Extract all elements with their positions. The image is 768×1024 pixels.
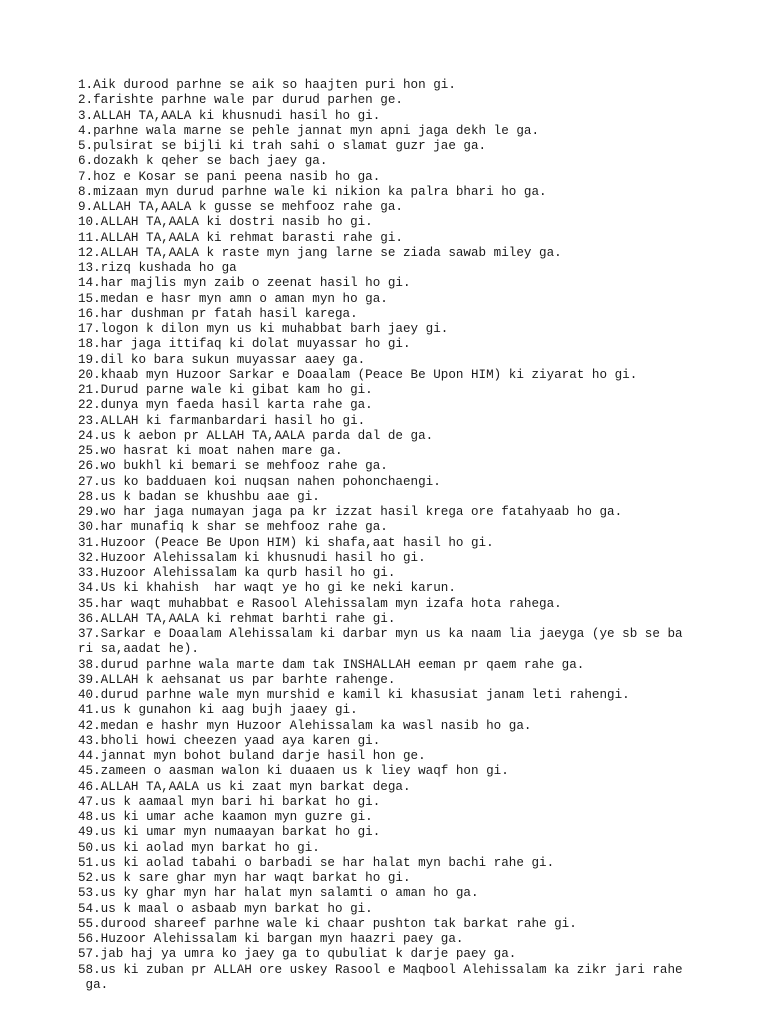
text-line: 10.ALLAH TA,AALA ki dostri nasib ho gi. (78, 215, 373, 230)
text-line: 26.wo bukhl ki bemari se mehfooz rahe ga. (78, 459, 388, 474)
text-line: 52.us k sare ghar myn har waqt barkat ho gi. (78, 871, 411, 885)
text-line: 18.har jaga ittifaq ki dolat muyassar ho gi. (78, 337, 411, 352)
text-line: 37.Sarkar e Doaalam Alehissalam ki darbar myn us ka naam lia jaeyga (ye sb se ba (78, 627, 683, 641)
text-line: 1.Aik durood parhne se aik so haajten puri hon gi. (78, 78, 456, 92)
text-line: 39.ALLAH k aehsanat us par barhte rahenge. (78, 672, 396, 687)
text-line: ri sa,aadat he). (78, 642, 199, 657)
text-line: 58.us ki zuban pr ALLAH ore uskey Rasool e Maqbool Alehissalam ka zikr jari rahe (78, 962, 683, 977)
text-line: 12.ALLAH TA,AALA k raste myn jang larne se ziada sawab miley ga. (78, 245, 562, 260)
text-line: 35.har waqt muhabbat e Rasool Alehissalam myn izafa hota rahega. (78, 596, 562, 611)
text-line: 19.dil ko bara sukun muyassar aaey ga. (78, 352, 366, 367)
text-line: 49.us ki umar myn numaayan barkat ho gi. (78, 825, 381, 840)
text-line: 20.khaab myn Huzoor Sarkar e Doaalam (Peace Be Upon HIM) ki ziyarat ho gi. (78, 367, 638, 382)
text-line: 51.us ki aolad tabahi o barbadi se har halat myn bachi rahe gi. (78, 855, 555, 870)
text-line: 50.us ki aolad myn barkat ho gi. (78, 840, 320, 855)
text-line: 54.us k maal o asbaab myn barkat ho gi. (78, 901, 373, 916)
text-line: 15.medan e hasr myn amn o aman myn ho ga. (78, 291, 388, 306)
text-line: 5.pulsirat se bijli ki trah sahi o slamat guzr jae ga. (78, 139, 487, 153)
text-line: 3.ALLAH TA,AALA ki khusnudi hasil ho gi. (78, 108, 381, 123)
text-line: 47.us k aamaal myn bari hi barkat ho gi. (78, 794, 381, 809)
text-line: 55.durood shareef parhne wale ki chaar pushton tak barkat rahe gi. (78, 916, 577, 931)
text-line: 4.parhne wala marne se pehle jannat myn apni jaga dekh le ga. (78, 123, 540, 138)
text-line: 28.us k badan se khushbu aae gi. (78, 489, 320, 504)
text-line: 23.ALLAH ki farmanbardari hasil ho gi. (78, 413, 366, 428)
text-line: 7.hoz e Kosar se pani peena nasib ho ga. (78, 169, 381, 184)
text-line: 8.mizaan myn durud parhne wale ki nikion ka palra bhari ho ga. (78, 184, 547, 199)
text-line: 42.medan e hashr myn Huzoor Alehissalam ka wasl nasib ho ga. (78, 718, 532, 733)
text-line: 36.ALLAH TA,AALA ki rehmat barhti rahe gi. (78, 611, 396, 626)
text-line: 53.us ky ghar myn har halat myn salamti o aman ho ga. (78, 886, 479, 901)
text-line: 43.bholi howi cheezen yaad aya karen gi. (78, 733, 381, 748)
text-line: 40.durud parhne wale myn murshid e kamil ki khasusiat janam leti rahengi. (78, 688, 630, 702)
text-line: 45.zameen o aasman walon ki duaaen us k liey waqf hon gi. (78, 764, 509, 779)
document-body (78, 78, 698, 993)
text-line: 11.ALLAH TA,AALA ki rehmat barasti rahe gi. (78, 230, 403, 245)
text-line: 30.har munafiq k shar se mehfooz rahe ga. (78, 520, 388, 535)
text-line: 57.jab haj ya umra ko jaey ga to qubuliat k darje paey ga. (78, 947, 517, 962)
text-line: 48.us ki umar ache kaamon myn guzre gi. (78, 810, 373, 824)
text-line: 29.wo har jaga numayan jaga pa kr izzat hasil krega ore fatahyaab ho ga. (78, 505, 623, 519)
text-line: 14.har majlis myn zaib o zeenat hasil ho gi. (78, 276, 411, 291)
text-line: 33.Huzoor Alehissalam ka qurb hasil ho gi. (78, 566, 396, 580)
text-line: 25.wo hasrat ki moat nahen mare ga. (78, 444, 343, 458)
text-line: 16.har dushman pr fatah hasil karega. (78, 306, 358, 321)
text-line: 2.farishte parhne wale par durud parhen ge. (78, 93, 403, 108)
text-line: 32.Huzoor Alehissalam ki khusnudi hasil ho gi. (78, 550, 426, 565)
text-line: 13.rizq kushada ho ga (78, 261, 237, 275)
text-line: ga. (78, 977, 109, 992)
text-line: 41.us k gunahon ki aag bujh jaaey gi. (78, 703, 358, 718)
text-line: 56.Huzoor Alehissalam ki bargan myn haazri paey ga. (78, 932, 464, 946)
text-line: 44.jannat myn bohot buland darje hasil hon ge. (78, 749, 426, 763)
text-line: 9.ALLAH TA,AALA k gusse se mehfooz rahe ga. (78, 200, 403, 214)
text-line: 34.Us ki khahish har waqt ye ho gi ke neki karun. (78, 581, 456, 596)
text-line: 38.durud parhne wala marte dam tak INSHALLAH eeman pr qaem rahe ga. (78, 657, 585, 672)
text-line: 21.Durud parne wale ki gibat kam ho gi. (78, 383, 373, 397)
text-line: 17.logon k dilon myn us ki muhabbat barh jaey gi. (78, 322, 449, 336)
text-line: 6.dozakh k qeher se bach jaey ga. (78, 154, 328, 169)
text-line: 31.Huzoor (Peace Be Upon HIM) ki shafa,aat hasil ho gi. (78, 535, 494, 550)
text-line: 46.ALLAH TA,AALA us ki zaat myn barkat dega. (78, 779, 411, 794)
text-line: 22.dunya myn faeda hasil karta rahe ga. (78, 398, 373, 413)
text-line: 24.us k aebon pr ALLAH TA,AALA parda dal de ga. (78, 428, 434, 443)
text-line: 27.us ko badduaen koi nuqsan nahen pohonchaengi. (78, 474, 441, 489)
